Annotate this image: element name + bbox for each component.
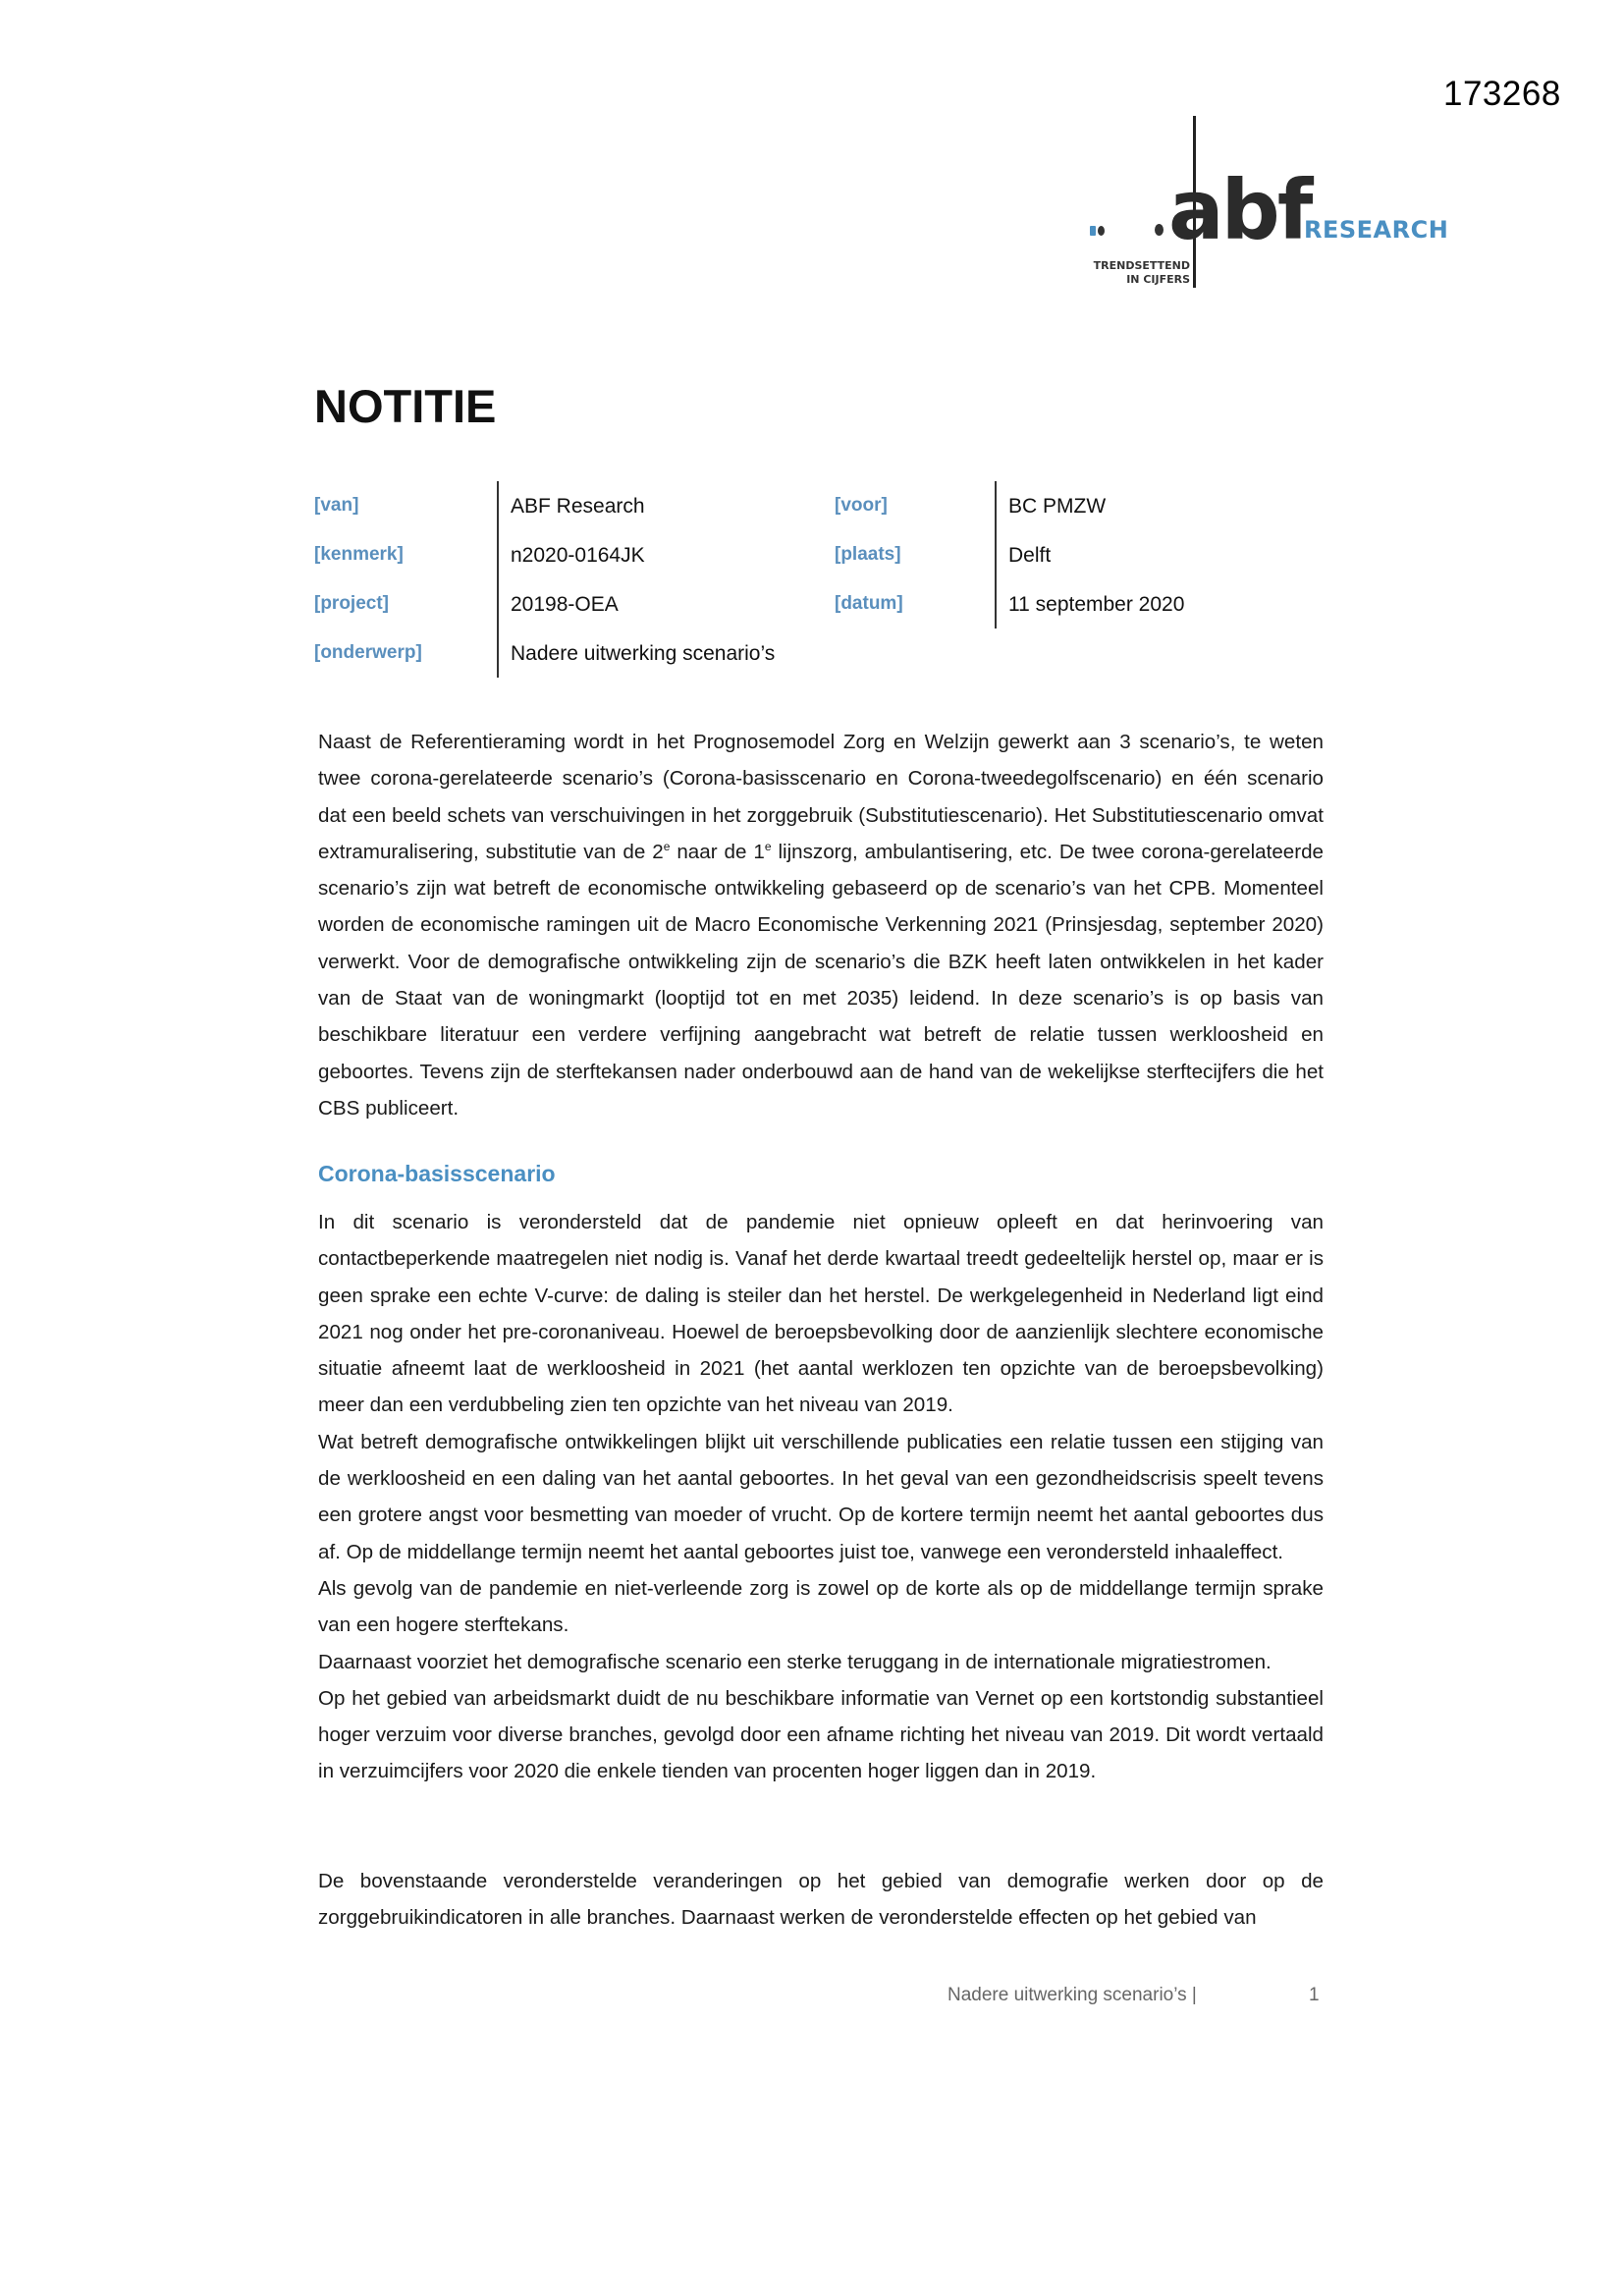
meta-separator-right <box>995 481 997 629</box>
closing-paragraph <box>318 1863 1324 1937</box>
body-paragraph: In dit scenario is verondersteld dat de pandemie niet opnieuw opleeft en dat herinvoering van contactbeperkende maatregelen niet nodig is. Vanaf het derde kwartaal treedt gedeeltelijk herstel op, maar er is geen sprake een echte V-curve: de daling is steiler dan het herstel. De werkgelegenheid in Nederland ligt eind 2021 nog onder het pre-coronaniveau. Hoewel de beroepsbevolking door de aanzienlijk slechtere economische situatie afneemt laat de werkloosheid in 2021 (het aantal werklozen ten opzichte van de beroepsbevolking) meer dan een verdubbeling zien ten opzichte van het niveau van 2019. <box>318 1211 1324 1417</box>
body-paragraph: Daarnaast voorziet het demografische scenario een sterke teruggang in de internationale migratiestromen. <box>318 1650 1272 1673</box>
logo-dot-dark <box>1155 224 1164 236</box>
logo-research-text: RESEARCH <box>1304 216 1449 244</box>
superscript: e <box>663 840 671 854</box>
plaats-value: Delft <box>1008 544 1052 567</box>
abf-research-logo <box>1080 116 1453 293</box>
page-number: 1 <box>1309 1985 1320 2005</box>
onderwerp-label: [onderwerp] <box>314 642 422 663</box>
project-value: 20198-OEA <box>511 593 619 616</box>
document-number: 173268 <box>1443 75 1561 113</box>
section-body <box>318 1204 1324 1790</box>
van-label: [van] <box>314 495 359 516</box>
body-paragraph: Als gevolg van de pandemie en niet-verleende zorg is zowel op de korte als op de middellange termijn sprake van een hogere sterftekans. <box>318 1576 1324 1637</box>
onderwerp-value: Nadere uitwerking scenario’s <box>511 642 776 665</box>
logo-dot-dark <box>1098 226 1105 236</box>
meta-separator-left <box>497 481 499 678</box>
voor-value: BC PMZW <box>1008 495 1107 518</box>
intro-paragraph <box>318 724 1324 1126</box>
logo-dot-blue <box>1090 226 1096 236</box>
plaats-label: [plaats] <box>835 544 901 565</box>
footer-title: Nadere uitwerking scenario’s | <box>947 1985 1197 2005</box>
logo-tagline-line2: IN CIJFERS <box>1126 273 1190 286</box>
body-paragraph: De bovenstaande veronderstelde veranderingen op het gebied van demografie werken door op de zorggebruikindicatoren in alle branches. Daarnaast werken de veronderstelde effecten op het gebied van <box>318 1870 1324 1930</box>
section-heading: Corona-basisscenario <box>318 1161 556 1186</box>
datum-value: 11 september 2020 <box>1008 593 1185 616</box>
intro-text-part2: naar de 1 <box>670 840 765 863</box>
intro-text-part1: Naast de Referentieraming wordt in het Prognosemodel Zorg en Welzijn gewerkt aan 3 scenario’s, te weten twee corona-gerelateerde scenario’s (Corona-basisscenario en Corona-tweedegolfscenario) en één scenario dat een beeld schets van verschuivingen in het zorggebruik (Substitutiescenario). Het Substitutiescenario omvat extramuralisering, substitutie van de 2 <box>318 731 1324 863</box>
van-value: ABF Research <box>511 495 645 518</box>
voor-label: [voor] <box>835 495 888 516</box>
superscript: e <box>764 840 772 854</box>
datum-label: [datum] <box>835 593 903 614</box>
kenmerk-label: [kenmerk] <box>314 544 404 565</box>
logo-brand-text: abf <box>1168 162 1311 258</box>
kenmerk-value: n2020-0164JK <box>511 544 645 567</box>
project-label: [project] <box>314 593 389 614</box>
intro-text-part3: lijnszorg, ambulantisering, etc. De twee corona-gerelateerde scenario’s zijn wat betreft de economische ontwikkeling gebaseerd op de scenario’s van het CPB. Momenteel worden de economische ramingen uit de Macro Economische Verkenning 2021 (Prinsjesdag, september 2020) verwerkt. Voor de demografische ontwikkeling zijn de scenario’s die BZK heeft laten ontwikkelen in het kader van de Staat van de woningmarkt (looptijd tot en met 2035) leidend. In deze scenario’s is op basis van beschikbare literatuur een verdere verfijning aangebracht wat betreft de relatie tussen werkloosheid en geboortes. Tevens zijn de sterftekansen nader onderbouwd aan de hand van de wekelijkse sterftecijfers die het CBS publiceert. <box>318 840 1324 1120</box>
logo-tagline <box>1080 259 1190 287</box>
body-paragraph: Wat betreft demografische ontwikkelingen blijkt uit verschillende publicaties een relatie tussen een stijging van de werkloosheid en een daling van het aantal geboortes. In het geval van een gezondheidscrisis speelt tevens een grotere angst voor besmetting van moeder of vrucht. Op de kortere termijn neemt het aantal geboortes dus af. Op de middellange termijn neemt het aantal geboortes juist toe, vanwege een verondersteld inhaaleffect. <box>318 1430 1324 1563</box>
body-paragraph: Op het gebied van arbeidsmarkt duidt de nu beschikbare informatie van Vernet op een kortstondig substantieel hoger verzuim voor diverse branches, gevolgd door een afname richting het niveau van 2019. Dit wordt vertaald in verzuimcijfers voor 2020 die enkele tienden van procenten hoger liggen dan in 2019. <box>318 1686 1324 1783</box>
document-title: NOTITIE <box>314 380 497 432</box>
logo-tagline-line1: TRENDSETTEND <box>1093 259 1190 272</box>
